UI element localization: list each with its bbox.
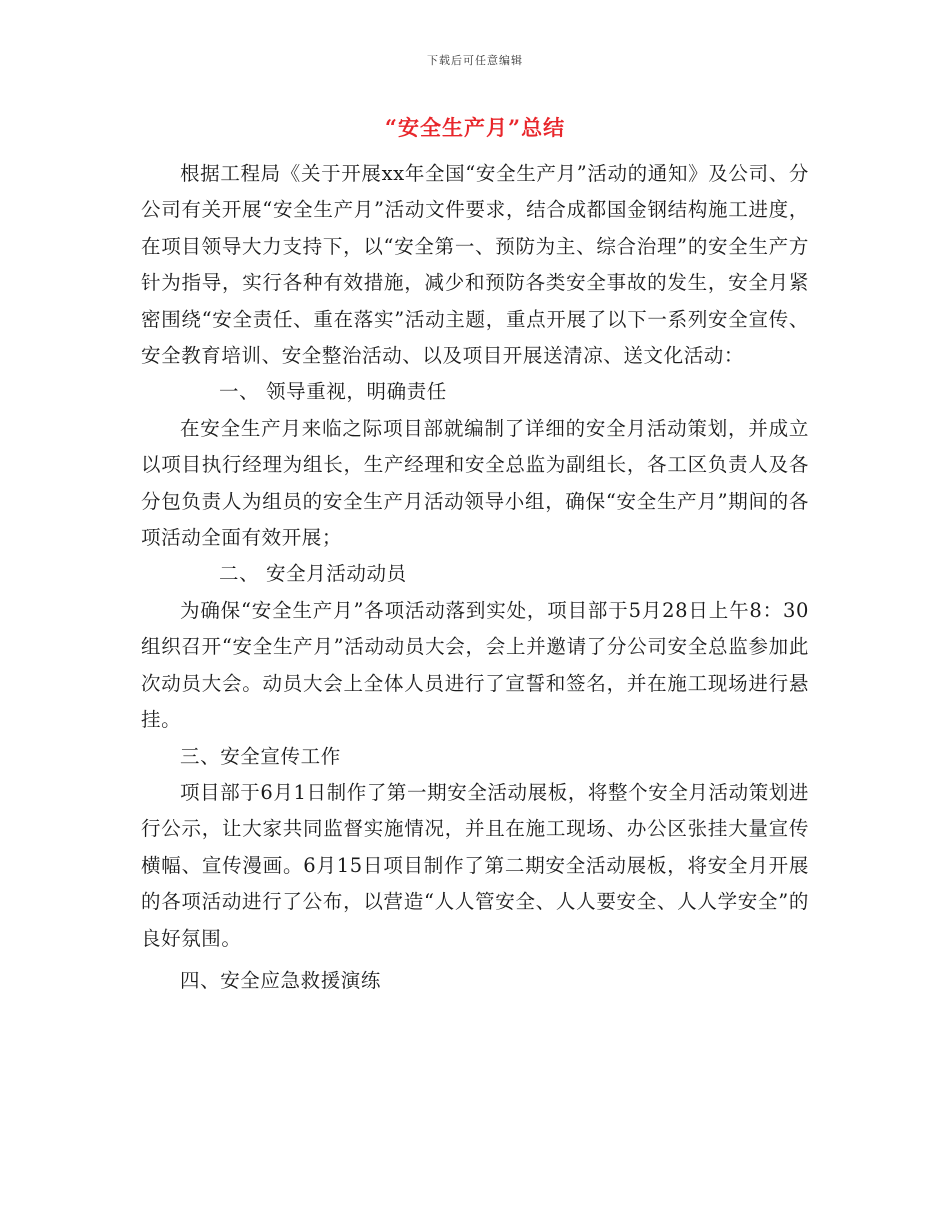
- section-2-title: 安全月活动动员: [266, 562, 407, 586]
- document-body: [141, 156, 809, 999]
- section-2-heading: [141, 556, 809, 592]
- section-1-number: 一、: [219, 380, 260, 404]
- section-1-heading: [141, 374, 809, 410]
- intro-paragraph: 根据工程局《关于开展xx年全国“安全生产月”活动的通知》及公司、分公司有关开展“安全生产月”活动文件要求，结合成都国金钢结构施工进度，在项目领导大力支持下，以“安全第一、预防为主、综合治理”的安全生产方针为指导，实行各种有效措施，减少和预防各类安全事故的发生，安全月紧密围绕“安全责任、重在落实”活动主题，重点开展了以下一系列安全宣传、安全教育培训、安全整治活动、以及项目开展送清凉、送文化活动：: [141, 162, 809, 368]
- section-1-paragraph: 在安全生产月来临之际项目部就编制了详细的安全月活动策划，并成立以项目执行经理为组长，生产经理和安全总监为副组长，各工区负责人及各分包负责人为组员的安全生产月活动领导小组，确保“安全生产月”期间的各项活动全面有效开展；: [141, 416, 809, 550]
- section-4-heading: 四、安全应急救援演练: [180, 968, 382, 992]
- document-title: “安全生产月”总结: [384, 115, 566, 140]
- section-3-paragraph: 项目部于6月1日制作了第一期安全活动展板，将整个安全月活动策划进行公示，让大家共同监督实施情况，并且在施工现场、办公区张挂大量宣传横幅、宣传漫画。6月15日项目制作了第二期安全活动展板，将安全月开展的各项活动进行了公布，以营造“人人管安全、人人要安全、人人学安全”的良好氛围。: [141, 780, 810, 950]
- header-note: 下载后可任意编辑: [427, 54, 523, 67]
- section-2-number: 二、: [219, 562, 260, 586]
- section-1-title: 领导重视，明确责任: [266, 380, 447, 404]
- section-2-paragraph: 为确保“安全生产月”各项活动落到实处，项目部于5月28日上午8：30组织召开“安全生产月”活动动员大会，会上并邀请了分公司安全总监参加此次动员大会。动员大会上全体人员进行了宣誓和签名，并在施工现场进行悬挂。: [141, 598, 809, 732]
- section-3-heading: 三、安全宣传工作: [180, 744, 341, 768]
